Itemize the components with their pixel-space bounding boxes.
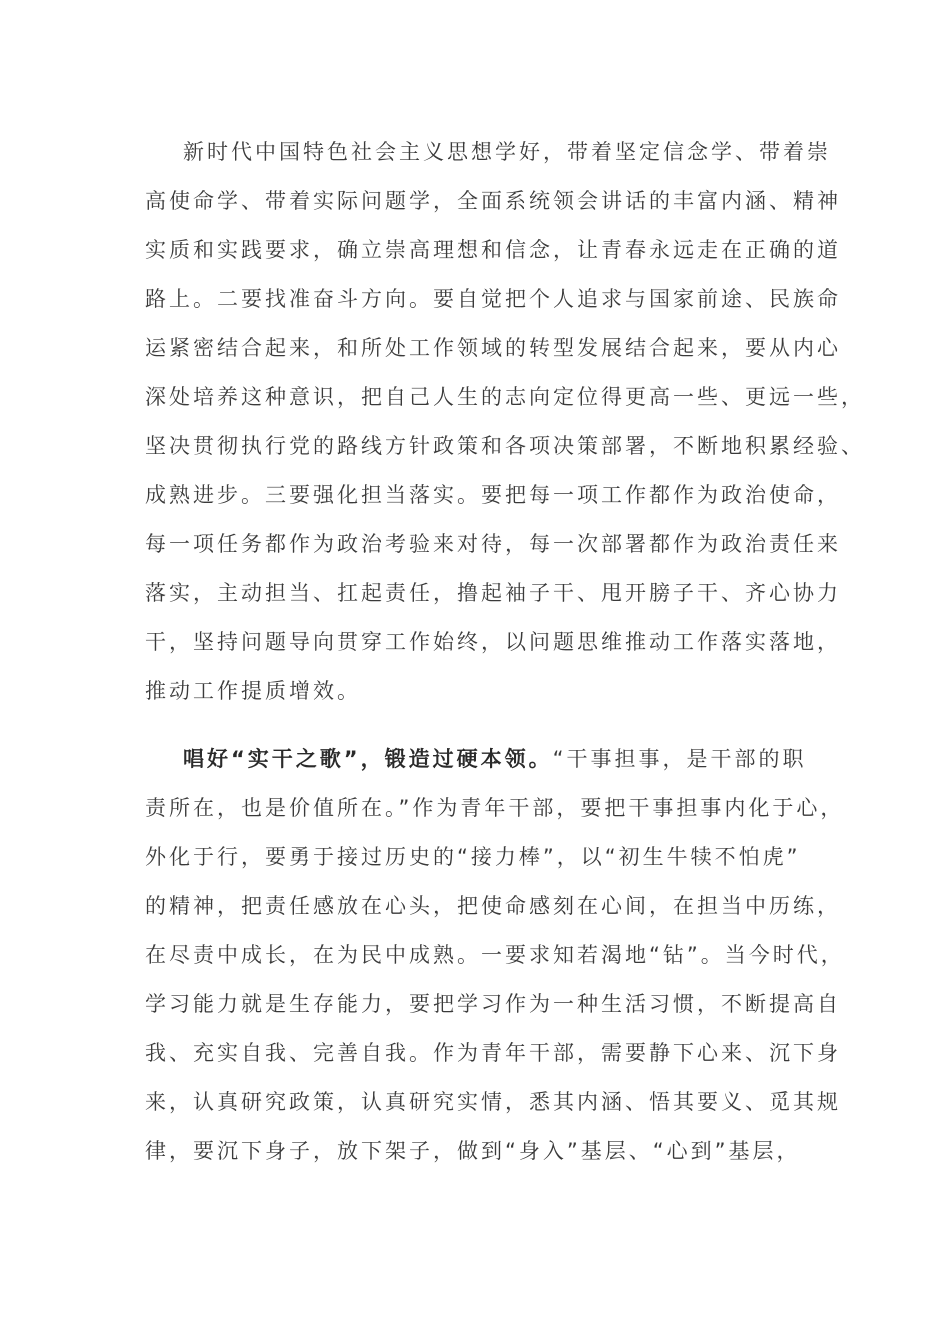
paragraph-1-line: 落实，主动担当、扛起责任，撸起袖子干、甩开膀子干、齐心协力 xyxy=(145,581,841,605)
paragraph-2-first-line-text: “干事担事，是干部的职 xyxy=(552,747,807,771)
paragraph-1-line: 坚决贯彻执行党的路线方针政策和各项决策部署，不断地积累经验、 xyxy=(145,434,865,458)
paragraph-2-line: 律，要沉下身子，放下架子，做到“身入”基层、“心到”基层， xyxy=(145,1139,801,1163)
paragraph-1-line: 实质和实践要求，确立崇高理想和信念，让青春永远走在正确的道 xyxy=(145,238,841,262)
paragraph-1-line: 运紧密结合起来，和所处工作领域的转型发展结合起来，要从内心 xyxy=(145,336,841,360)
paragraph-1-line: 深处培养这种意识，把自己人生的志向定位得更高一些、更远一些， xyxy=(145,385,865,409)
paragraph-2-line: 我、充实自我、完善自我。作为青年干部，需要静下心来、沉下身 xyxy=(145,1041,841,1065)
paragraph-1-line: 成熟进步。三要强化担当落实。要把每一项工作都作为政治使命， xyxy=(145,483,841,507)
paragraph-1-line: 每一项任务都作为政治考验来对待，每一次部署都作为政治责任来 xyxy=(145,532,841,556)
paragraph-1-line: 推动工作提质增效。 xyxy=(145,679,361,703)
paragraph-1-line: 高使命学、带着实际问题学，全面系统领会讲话的丰富内涵、精神 xyxy=(145,189,841,213)
paragraph-2-line: 在尽责中成长，在为民中成熟。一要求知若渴地“钻”。当今时代， xyxy=(145,943,845,967)
paragraph-2-line: 学习能力就是生存能力，要把学习作为一种生活习惯，不断提高自 xyxy=(145,992,841,1016)
paragraph-1-line: 路上。二要找准奋斗方向。要自觉把个人追求与国家前途、民族命 xyxy=(145,287,841,311)
paragraph-1-line: 新时代中国特色社会主义思想学好，带着坚定信念学、带着崇 xyxy=(183,140,831,164)
paragraph-2 xyxy=(145,735,845,1176)
paragraph-2-line: 责所在，也是价值所在。”作为青年干部，要把干事担事内化于心， xyxy=(145,796,845,820)
paragraph-2-line: 来，认真研究政策，认真研究实情，悉其内涵、悟其要义、觅其规 xyxy=(145,1090,841,1114)
paragraph-2-line: 外化于行，要勇于接过历史的“接力棒”，以“初生牛犊不怕虎” xyxy=(145,845,801,869)
paragraph-2-first-line xyxy=(145,735,835,784)
section-heading: 唱好“实干之歌”，锻造过硬本领。 xyxy=(183,747,553,771)
paragraph-1 xyxy=(145,128,865,716)
paragraph-2-line: 的精神，把责任感放在心头，把使命感刻在心间，在担当中历练， xyxy=(145,894,841,918)
paragraph-1-line: 干，坚持问题导向贯穿工作始终，以问题思维推动工作落实落地， xyxy=(145,630,841,654)
